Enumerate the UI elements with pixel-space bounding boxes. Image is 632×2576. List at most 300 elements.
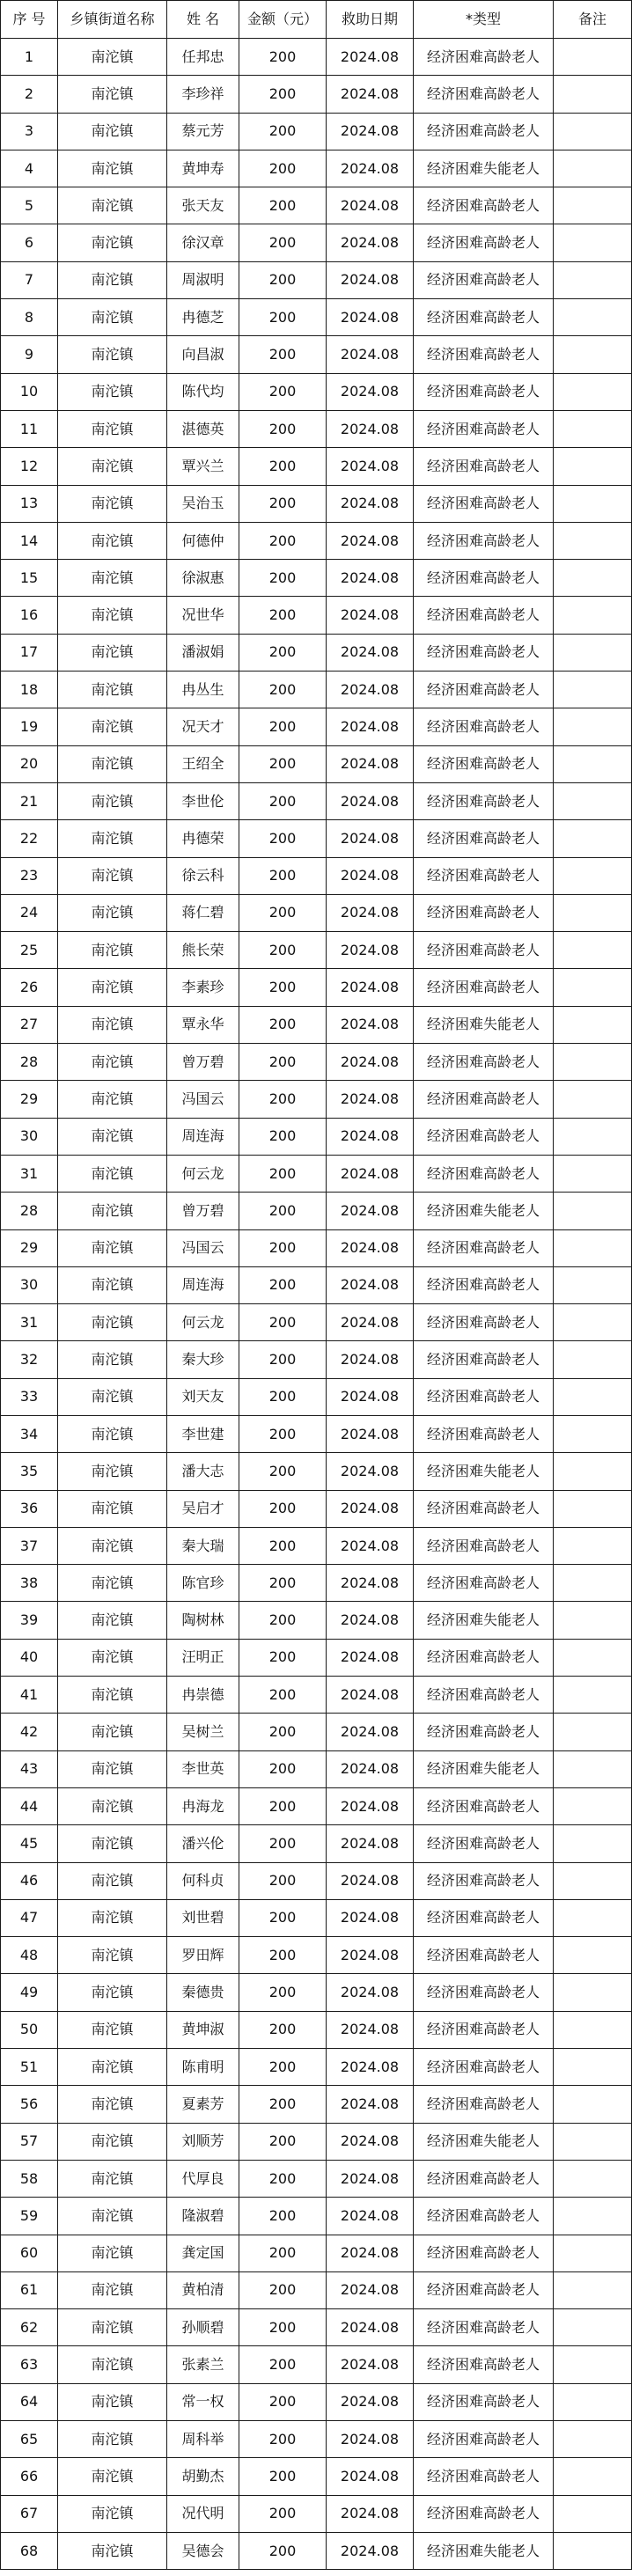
cell-type: 经济困难高龄老人 [414,224,554,261]
cell-type: 经济困难失能老人 [414,150,554,187]
cell-seq: 65 [1,2421,58,2458]
cell-type: 经济困难高龄老人 [414,1341,554,1378]
cell-seq: 6 [1,224,58,261]
cell-date: 2024.08 [327,1974,414,2011]
table-row [1,932,632,969]
cell-amount: 200 [239,1677,327,1714]
cell-remark [554,708,632,745]
cell-type: 经济困难高龄老人 [414,76,554,113]
table-row [1,336,632,373]
cell-amount: 200 [239,1565,327,1602]
table-row [1,1304,632,1341]
cell-remark [554,1751,632,1788]
cell-type: 经济困难高龄老人 [414,1528,554,1565]
cell-name: 黄坤淑 [167,2012,239,2049]
cell-date: 2024.08 [327,411,414,448]
cell-date: 2024.08 [327,708,414,745]
table-row [1,820,632,857]
cell-name: 李珍祥 [167,76,239,113]
cell-amount: 200 [239,1341,327,1378]
cell-town: 南沱镇 [58,2309,167,2346]
cell-name: 周淑明 [167,262,239,299]
cell-date: 2024.08 [327,486,414,523]
cell-seq: 32 [1,1341,58,1378]
cell-remark [554,448,632,485]
cell-amount: 200 [239,2235,327,2272]
cell-type: 经济困难失能老人 [414,2533,554,2570]
cell-date: 2024.08 [327,299,414,336]
table-row [1,2384,632,2421]
cell-remark [554,1900,632,1937]
cell-date: 2024.08 [327,1751,414,1788]
cell-town: 南沱镇 [58,1602,167,1639]
cell-amount: 200 [239,1714,327,1750]
cell-town: 南沱镇 [58,2198,167,2235]
cell-amount: 200 [239,2272,327,2309]
cell-town: 南沱镇 [58,2124,167,2161]
cell-seq: 68 [1,2533,58,2570]
cell-town: 南沱镇 [58,820,167,857]
cell-amount: 200 [239,2384,327,2421]
cell-remark [554,1416,632,1453]
cell-town: 南沱镇 [58,2384,167,2421]
table-row [1,1602,632,1639]
cell-type: 经济困难高龄老人 [414,374,554,411]
cell-seq: 19 [1,708,58,745]
cell-town: 南沱镇 [58,523,167,560]
cell-remark [554,2384,632,2421]
table-row [1,486,632,523]
cell-amount: 200 [239,895,327,932]
cell-amount: 200 [239,672,327,708]
cell-amount: 200 [239,1937,327,1974]
cell-date: 2024.08 [327,523,414,560]
cell-name: 冯国云 [167,1081,239,1118]
cell-seq: 33 [1,1379,58,1416]
cell-town: 南沱镇 [58,1714,167,1750]
cell-town: 南沱镇 [58,448,167,485]
table-row [1,1267,632,1304]
cell-date: 2024.08 [327,2049,414,2086]
cell-remark [554,1974,632,2011]
cell-town: 南沱镇 [58,1825,167,1862]
cell-remark [554,2012,632,2049]
cell-amount: 200 [239,1491,327,1528]
cell-town: 南沱镇 [58,2496,167,2533]
cell-remark [554,932,632,969]
cell-name: 陶树林 [167,1602,239,1639]
cell-amount: 200 [239,932,327,969]
cell-amount: 200 [239,486,327,523]
cell-remark [554,150,632,187]
table-row [1,1565,632,1602]
cell-town: 南沱镇 [58,2272,167,2309]
cell-date: 2024.08 [327,114,414,150]
cell-town: 南沱镇 [58,672,167,708]
cell-amount: 200 [239,1453,327,1490]
cell-remark [554,783,632,820]
cell-name: 况天才 [167,708,239,745]
cell-amount: 200 [239,114,327,150]
cell-town: 南沱镇 [58,114,167,150]
cell-town: 南沱镇 [58,783,167,820]
cell-name: 吴治玉 [167,486,239,523]
header-town: 乡镇街道名称 [58,1,167,39]
header-date: 救助日期 [327,1,414,39]
table-row [1,895,632,932]
cell-date: 2024.08 [327,150,414,187]
cell-town: 南沱镇 [58,2533,167,2570]
cell-type: 经济困难高龄老人 [414,597,554,634]
cell-amount: 200 [239,2309,327,2346]
cell-amount: 200 [239,820,327,857]
cell-name: 常一权 [167,2384,239,2421]
table-row [1,858,632,895]
cell-name: 秦大珍 [167,1341,239,1378]
table-row [1,783,632,820]
cell-type: 经济困难高龄老人 [414,635,554,672]
cell-name: 罗田辉 [167,1937,239,1974]
cell-town: 南沱镇 [58,1640,167,1677]
cell-amount: 200 [239,224,327,261]
cell-name: 陈代均 [167,374,239,411]
cell-remark [554,1119,632,1156]
table-row [1,2272,632,2309]
cell-remark [554,1937,632,1974]
cell-town: 南沱镇 [58,1788,167,1825]
table-row [1,2533,632,2570]
table-row [1,187,632,224]
cell-date: 2024.08 [327,2012,414,2049]
cell-type: 经济困难高龄老人 [414,1416,554,1453]
cell-date: 2024.08 [327,2272,414,2309]
cell-date: 2024.08 [327,1863,414,1900]
cell-type: 经济困难高龄老人 [414,2235,554,2272]
cell-amount: 200 [239,411,327,448]
cell-name: 王绍全 [167,746,239,783]
cell-type: 经济困难高龄老人 [414,114,554,150]
cell-amount: 200 [239,39,327,76]
cell-name: 况代明 [167,2496,239,2533]
cell-remark [554,1007,632,1044]
cell-remark [554,1825,632,1862]
cell-date: 2024.08 [327,336,414,373]
cell-remark [554,969,632,1006]
cell-seq: 9 [1,336,58,373]
cell-date: 2024.08 [327,2086,414,2123]
cell-name: 吴启才 [167,1491,239,1528]
cell-date: 2024.08 [327,1044,414,1081]
cell-seq: 25 [1,932,58,969]
table-row [1,1640,632,1677]
cell-name: 冉德荣 [167,820,239,857]
cell-type: 经济困难高龄老人 [414,2086,554,2123]
cell-seq: 49 [1,1974,58,2011]
cell-amount: 200 [239,262,327,299]
cell-town: 南沱镇 [58,39,167,76]
cell-name: 潘兴伦 [167,1825,239,1862]
cell-date: 2024.08 [327,2198,414,2235]
cell-seq: 63 [1,2346,58,2383]
cell-amount: 200 [239,448,327,485]
cell-name: 冉崇德 [167,1677,239,1714]
cell-date: 2024.08 [327,1825,414,1862]
cell-type: 经济困难高龄老人 [414,1863,554,1900]
table-row [1,1453,632,1490]
cell-type: 经济困难高龄老人 [414,1379,554,1416]
cell-seq: 39 [1,1602,58,1639]
cell-name: 刘顺芳 [167,2124,239,2161]
cell-remark [554,560,632,597]
cell-name: 覃永华 [167,1007,239,1044]
cell-remark [554,1156,632,1193]
cell-date: 2024.08 [327,1230,414,1267]
cell-remark [554,1304,632,1341]
cell-amount: 200 [239,2086,327,2123]
cell-date: 2024.08 [327,895,414,932]
cell-type: 经济困难高龄老人 [414,299,554,336]
cell-town: 南沱镇 [58,2049,167,2086]
cell-date: 2024.08 [327,1193,414,1229]
cell-town: 南沱镇 [58,969,167,1006]
cell-type: 经济困难高龄老人 [414,2272,554,2309]
cell-town: 南沱镇 [58,76,167,113]
cell-name: 汪明正 [167,1640,239,1677]
cell-seq: 29 [1,1081,58,1118]
cell-type: 经济困难高龄老人 [414,1788,554,1825]
cell-type: 经济困难高龄老人 [414,2384,554,2421]
cell-amount: 200 [239,1379,327,1416]
cell-name: 陈甫明 [167,2049,239,2086]
cell-town: 南沱镇 [58,1156,167,1193]
cell-type: 经济困难高龄老人 [414,858,554,895]
cell-town: 南沱镇 [58,1751,167,1788]
cell-type: 经济困难高龄老人 [414,1081,554,1118]
cell-town: 南沱镇 [58,1230,167,1267]
cell-type: 经济困难失能老人 [414,1453,554,1490]
cell-type: 经济困难高龄老人 [414,2458,554,2495]
cell-amount: 200 [239,597,327,634]
cell-remark [554,2309,632,2346]
cell-amount: 200 [239,299,327,336]
cell-seq: 23 [1,858,58,895]
cell-remark [554,336,632,373]
cell-name: 向昌淑 [167,336,239,373]
cell-remark [554,2272,632,2309]
cell-seq: 13 [1,486,58,523]
cell-seq: 43 [1,1751,58,1788]
cell-amount: 200 [239,2124,327,2161]
cell-seq: 40 [1,1640,58,1677]
cell-amount: 200 [239,1119,327,1156]
cell-name: 冉海龙 [167,1788,239,1825]
cell-name: 代厚良 [167,2161,239,2198]
table-row [1,1937,632,1974]
cell-town: 南沱镇 [58,336,167,373]
cell-type: 经济困难高龄老人 [414,1677,554,1714]
cell-seq: 56 [1,2086,58,2123]
cell-type: 经济困难高龄老人 [414,1565,554,1602]
cell-date: 2024.08 [327,783,414,820]
cell-seq: 12 [1,448,58,485]
table-row [1,1156,632,1193]
cell-seq: 30 [1,1267,58,1304]
cell-seq: 24 [1,895,58,932]
cell-seq: 60 [1,2235,58,2272]
cell-type: 经济困难高龄老人 [414,1900,554,1937]
cell-seq: 1 [1,39,58,76]
table-row [1,299,632,336]
cell-amount: 200 [239,2012,327,2049]
cell-name: 黄柏清 [167,2272,239,2309]
cell-seq: 4 [1,150,58,187]
table-row [1,1341,632,1378]
cell-date: 2024.08 [327,1640,414,1677]
cell-type: 经济困难失能老人 [414,2124,554,2161]
cell-name: 李世英 [167,1751,239,1788]
cell-seq: 59 [1,2198,58,2235]
cell-amount: 200 [239,2049,327,2086]
cell-remark [554,2086,632,2123]
cell-remark [554,635,632,672]
table-row [1,708,632,745]
cell-seq: 62 [1,2309,58,2346]
cell-seq: 38 [1,1565,58,1602]
cell-remark [554,374,632,411]
cell-name: 吴树兰 [167,1714,239,1750]
table-row [1,76,632,113]
cell-seq: 7 [1,262,58,299]
cell-remark [554,672,632,708]
cell-town: 南沱镇 [58,411,167,448]
cell-type: 经济困难高龄老人 [414,2346,554,2383]
cell-seq: 28 [1,1044,58,1081]
cell-type: 经济困难失能老人 [414,1193,554,1229]
cell-seq: 37 [1,1528,58,1565]
cell-town: 南沱镇 [58,895,167,932]
cell-amount: 200 [239,635,327,672]
cell-seq: 14 [1,523,58,560]
cell-date: 2024.08 [327,1267,414,1304]
cell-type: 经济困难高龄老人 [414,1491,554,1528]
cell-amount: 200 [239,374,327,411]
cell-type: 经济困难高龄老人 [414,2049,554,2086]
cell-name: 周连海 [167,1119,239,1156]
cell-date: 2024.08 [327,635,414,672]
cell-remark [554,1640,632,1677]
cell-seq: 47 [1,1900,58,1937]
cell-date: 2024.08 [327,1304,414,1341]
cell-type: 经济困难高龄老人 [414,2421,554,2458]
cell-amount: 200 [239,1156,327,1193]
table-row [1,1751,632,1788]
cell-amount: 200 [239,2198,327,2235]
cell-remark [554,187,632,224]
cell-date: 2024.08 [327,672,414,708]
cell-amount: 200 [239,1267,327,1304]
cell-amount: 200 [239,560,327,597]
cell-amount: 200 [239,1602,327,1639]
cell-seq: 16 [1,597,58,634]
cell-remark [554,597,632,634]
cell-type: 经济困难高龄老人 [414,448,554,485]
cell-date: 2024.08 [327,1341,414,1378]
cell-name: 李世建 [167,1416,239,1453]
cell-town: 南沱镇 [58,2161,167,2198]
cell-remark [554,224,632,261]
cell-amount: 200 [239,2458,327,2495]
cell-date: 2024.08 [327,932,414,969]
cell-remark [554,114,632,150]
table-row [1,1825,632,1862]
cell-seq: 29 [1,1230,58,1267]
cell-amount: 200 [239,1974,327,2011]
cell-remark [554,2235,632,2272]
cell-seq: 10 [1,374,58,411]
cell-date: 2024.08 [327,262,414,299]
cell-date: 2024.08 [327,2124,414,2161]
table-row [1,1677,632,1714]
cell-name: 张天友 [167,187,239,224]
cell-date: 2024.08 [327,224,414,261]
cell-type: 经济困难高龄老人 [414,336,554,373]
cell-remark [554,2124,632,2161]
cell-remark [554,1863,632,1900]
table-row [1,2012,632,2049]
table-row [1,1714,632,1750]
cell-type: 经济困难高龄老人 [414,708,554,745]
cell-type: 经济困难高龄老人 [414,411,554,448]
cell-amount: 200 [239,1788,327,1825]
cell-amount: 200 [239,2496,327,2533]
cell-seq: 31 [1,1156,58,1193]
cell-name: 黄坤寿 [167,150,239,187]
table-row [1,746,632,783]
cell-seq: 50 [1,2012,58,2049]
cell-amount: 200 [239,2421,327,2458]
table-row [1,1528,632,1565]
cell-town: 南沱镇 [58,1304,167,1341]
cell-date: 2024.08 [327,2496,414,2533]
cell-amount: 200 [239,783,327,820]
cell-name: 况世华 [167,597,239,634]
table-row [1,1788,632,1825]
cell-remark [554,1491,632,1528]
cell-type: 经济困难高龄老人 [414,2161,554,2198]
cell-seq: 66 [1,2458,58,2495]
cell-name: 周科举 [167,2421,239,2458]
cell-remark [554,523,632,560]
cell-seq: 31 [1,1304,58,1341]
cell-type: 经济困难高龄老人 [414,39,554,76]
cell-town: 南沱镇 [58,1007,167,1044]
cell-name: 何云龙 [167,1304,239,1341]
cell-type: 经济困难高龄老人 [414,1825,554,1862]
cell-seq: 61 [1,2272,58,2309]
cell-name: 曾万碧 [167,1193,239,1229]
table-header-row [1,1,632,39]
table-row [1,411,632,448]
cell-date: 2024.08 [327,39,414,76]
cell-seq: 2 [1,76,58,113]
cell-date: 2024.08 [327,1156,414,1193]
cell-seq: 67 [1,2496,58,2533]
cell-date: 2024.08 [327,2235,414,2272]
cell-type: 经济困难高龄老人 [414,1044,554,1081]
cell-amount: 200 [239,746,327,783]
cell-town: 南沱镇 [58,1119,167,1156]
cell-seq: 34 [1,1416,58,1453]
